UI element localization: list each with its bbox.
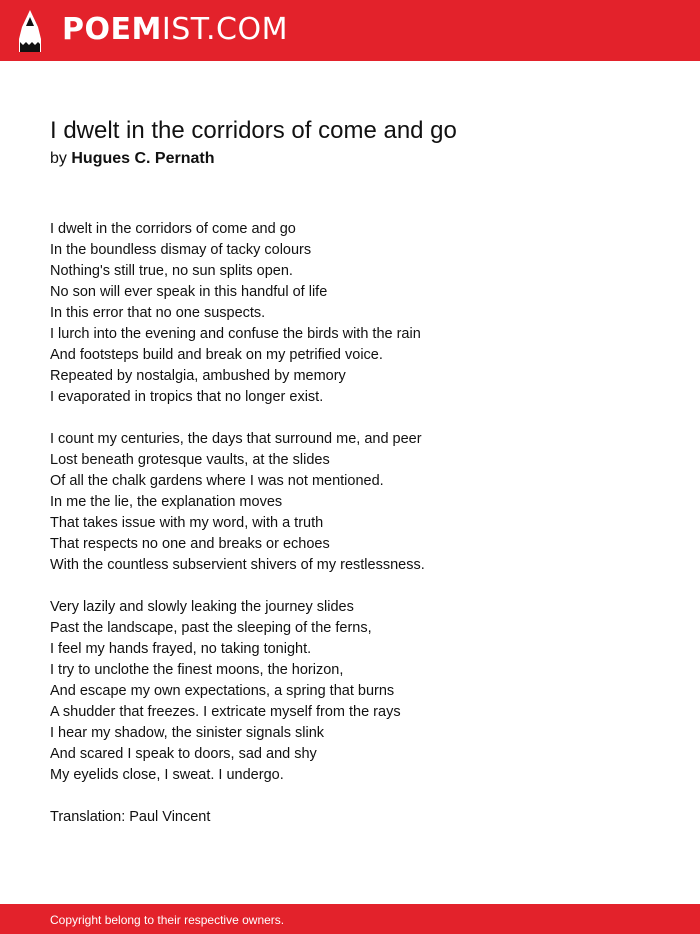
poem-line: I feel my hands frayed, no taking tonight. — [50, 641, 312, 657]
poem-line: I dwelt in the corridors of come and go — [50, 221, 296, 237]
site-header — [0, 0, 700, 61]
poem-line: I evaporated in tropics that no longer exist. — [50, 389, 324, 405]
poem-body — [50, 219, 670, 828]
poem-line: That respects no one and breaks or echoes — [50, 536, 330, 552]
poem-title: I dwelt in the corridors of come and go — [50, 117, 457, 144]
poem-line: No son will ever speak in this handful of life — [50, 284, 328, 300]
logo-light-text: IST.COM — [161, 12, 288, 47]
poem-line: And scared I speak to doors, sad and shy — [50, 746, 317, 762]
logo-bold-text: POEM — [62, 12, 162, 47]
poem-line: I try to unclothe the finest moons, the horizon, — [50, 662, 344, 678]
site-logo[interactable] — [62, 12, 288, 48]
poem-line: Past the landscape, past the sleeping of the ferns, — [50, 620, 372, 636]
poem-line: Lost beneath grotesque vaults, at the slides — [50, 452, 330, 468]
by-prefix: by — [50, 150, 67, 167]
poem-line: Very lazily and slowly leaking the journey slides — [50, 599, 354, 615]
stanza-break — [50, 786, 670, 807]
poem-line: A shudder that freezes. I extricate myself from the rays — [50, 704, 401, 720]
poem-line: I count my centuries, the days that surround me, and peer — [50, 431, 422, 447]
stanza-break — [50, 576, 670, 597]
author-name: Hugues C. Pernath — [71, 150, 215, 167]
byline — [50, 148, 215, 170]
poem-line: I lurch into the evening and confuse the birds with the rain — [50, 326, 421, 342]
poem-line: In this error that no one suspects. — [50, 305, 266, 321]
poem-line: Repeated by nostalgia, ambushed by memory — [50, 368, 346, 384]
poem-line: Of all the chalk gardens where I was not mentioned. — [50, 473, 384, 489]
poem-line: In the boundless dismay of tacky colours — [50, 242, 312, 258]
poem-line: I hear my shadow, the sinister signals slink — [50, 725, 325, 741]
poem-line: Nothing's still true, no sun splits open. — [50, 263, 293, 279]
pen-nib-logo-icon[interactable] — [17, 9, 43, 53]
poem-line: With the countless subservient shivers of my restlessness. — [50, 557, 425, 573]
translation-credit: Translation: Paul Vincent — [50, 809, 211, 825]
site-footer — [0, 904, 700, 934]
poem-line: And footsteps build and break on my petrified voice. — [50, 347, 383, 363]
copyright-notice: Copyright belong to their respective owners. — [50, 913, 285, 927]
poem-line: In me the lie, the explanation moves — [50, 494, 283, 510]
poem-line: That takes issue with my word, with a truth — [50, 515, 324, 531]
poem-line: My eyelids close, I sweat. I undergo. — [50, 767, 284, 783]
poem-line: And escape my own expectations, a spring that burns — [50, 683, 395, 699]
stanza-break — [50, 408, 670, 429]
